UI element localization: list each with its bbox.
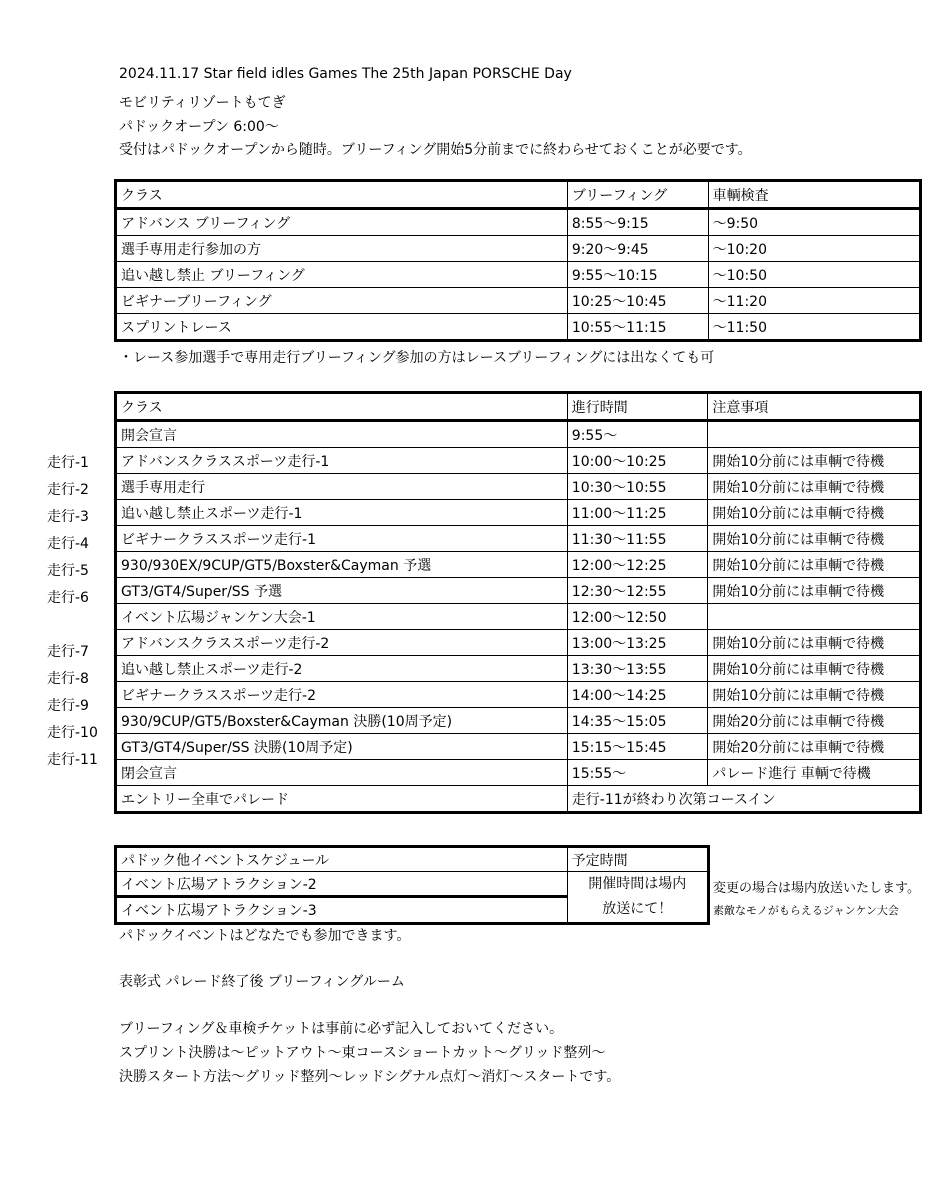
ticket-note: ブリーフィング＆車検チケットは事前に必ず記入しておいてください。 [119, 1021, 564, 1037]
table-row [116, 604, 921, 630]
time-cell: 14:00～14:25 [567, 682, 708, 708]
table-header-cell: ブリーフィング [567, 181, 708, 209]
time-cell: 10:30～10:55 [567, 474, 708, 500]
class-cell: エントリー全車でパレード [116, 786, 568, 813]
class-cell: 追い越し禁止 ブリーフィング [116, 262, 568, 288]
time-cell: 14:35～15:05 [567, 708, 708, 734]
run-label: 走行-9 [47, 698, 89, 714]
table-header-cell: 車輌検査 [708, 181, 920, 209]
time-cell: 13:30～13:55 [567, 656, 708, 682]
class-cell: スプリントレース [116, 314, 568, 341]
note-cell: 開始10分前には車輌で待機 [708, 526, 921, 552]
table-row [116, 474, 921, 500]
table-row [116, 734, 921, 760]
table-row [116, 708, 921, 734]
header-reception-note: 受付はパドックオープンから随時。ブリーフィング開始5分前までに終わらせておくことが必要です。 [119, 142, 752, 158]
class-cell: GT3/GT4/Super/SS 予選 [116, 578, 568, 604]
note-cell: 開始20分前には車輌で待機 [708, 734, 921, 760]
class-cell: 選手専用走行 [116, 474, 568, 500]
run-label: 走行-10 [47, 725, 98, 741]
table-header-cell: クラス [116, 393, 568, 421]
run-label: 走行-5 [47, 563, 89, 579]
time-cell: 15:15～15:45 [567, 734, 708, 760]
table-header-cell: 注意事項 [708, 393, 921, 421]
run-label: 走行-2 [47, 482, 89, 498]
award-ceremony: 表彰式 パレード終了後 ブリーフィングルーム [119, 974, 405, 990]
table-header-cell: 予定時間 [567, 847, 708, 872]
merged-time-cell [567, 872, 708, 924]
note-cell [708, 604, 921, 630]
time-cell: 15:55～ [567, 760, 708, 786]
table-row [116, 682, 921, 708]
table-row [116, 421, 921, 448]
table-row [116, 314, 921, 341]
note-cell: 開始10分前には車輌で待機 [708, 656, 921, 682]
class-cell: アドバンス ブリーフィング [116, 209, 568, 236]
header-venue: モビリティリゾートもてぎ [119, 95, 286, 111]
table-row [116, 209, 921, 236]
run-label: 走行-11 [47, 752, 98, 768]
table-row [116, 760, 921, 786]
time-cell: 13:00～13:25 [567, 630, 708, 656]
class-cell: GT3/GT4/Super/SS 決勝(10周予定) [116, 734, 568, 760]
table-row [116, 578, 921, 604]
class-cell: アドバンスクラススポーツ走行-2 [116, 630, 568, 656]
table-row [116, 552, 921, 578]
class-cell: 閉会宣言 [116, 760, 568, 786]
run-label: 走行-3 [47, 509, 89, 525]
event-change-note: 変更の場合は場内放送いたします。 [713, 881, 920, 896]
table-row [116, 786, 921, 813]
class-cell: 追い越し禁止スポーツ走行-1 [116, 500, 568, 526]
sprint-final-note: スプリント決勝は～ピットアウト～東コースショートカット～グリッド整列～ [119, 1045, 606, 1061]
event-cell: イベント広場アトラクション-2 [116, 872, 568, 897]
time-cell: 12:00～12:25 [567, 552, 708, 578]
table-row [116, 288, 921, 314]
time-cell: 11:00～11:25 [567, 500, 708, 526]
table-row [116, 262, 921, 288]
table-header-cell: パドック他イベントスケジュール [116, 847, 568, 872]
table-header-row [116, 181, 921, 209]
briefing-note: ・レース参加選手で専用走行ブリーフィング参加の方はレースブリーフィングには出なくても可 [119, 350, 715, 366]
table-header-row [116, 847, 709, 872]
header-paddock-open: パドックオープン 6:00～ [119, 119, 279, 135]
table-row [116, 236, 921, 262]
inspection-cell: ～11:50 [708, 314, 920, 341]
table-row [116, 872, 709, 897]
table-row [116, 656, 921, 682]
class-cell: 930/9CUP/GT5/Boxster&Cayman 決勝(10周予定) [116, 708, 568, 734]
run-label: 走行-8 [47, 671, 89, 687]
time-cell: 10:25～10:45 [567, 288, 708, 314]
table-row [116, 526, 921, 552]
note-cell [708, 421, 921, 448]
time-cell: 11:30～11:55 [567, 526, 708, 552]
table-row [116, 630, 921, 656]
time-cell: 12:30～12:55 [567, 578, 708, 604]
class-cell: イベント広場ジャンケン大会-1 [116, 604, 568, 630]
run-label: 走行-1 [47, 455, 89, 471]
table-header-row [116, 393, 921, 421]
note-cell: 開始20分前には車輌で待機 [708, 708, 921, 734]
time-cell: 10:55～11:15 [567, 314, 708, 341]
class-cell: ビギナークラススポーツ走行-2 [116, 682, 568, 708]
run-label: 走行-7 [47, 644, 89, 660]
table-row [116, 500, 921, 526]
note-cell: 開始10分前には車輌で待機 [708, 552, 921, 578]
note-cell: 開始10分前には車輌で待機 [708, 682, 921, 708]
table-header-cell: 進行時間 [567, 393, 708, 421]
time-cell: 9:55～10:15 [567, 262, 708, 288]
note-cell: 開始10分前には車輌で待機 [708, 448, 921, 474]
inspection-cell: ～11:20 [708, 288, 920, 314]
note-cell: 開始10分前には車輌で待機 [708, 630, 921, 656]
note-cell: 開始10分前には車輌で待機 [708, 474, 921, 500]
inspection-cell: ～10:20 [708, 236, 920, 262]
class-cell: 追い越し禁止スポーツ走行-2 [116, 656, 568, 682]
parade-note-cell: 走行-11が終わり次第コースイン [567, 786, 920, 813]
class-cell: 開会宣言 [116, 421, 568, 448]
class-cell: 選手専用走行参加の方 [116, 236, 568, 262]
merged-time-line: 放送にて！ [602, 901, 673, 917]
merged-time-line: 開催時間は場内 [588, 876, 687, 892]
time-cell: 9:55～ [567, 421, 708, 448]
time-cell: 8:55～9:15 [567, 209, 708, 236]
time-cell: 10:00～10:25 [567, 448, 708, 474]
note-cell: 開始10分前には車輌で待機 [708, 578, 921, 604]
class-cell: ビギナークラススポーツ走行-1 [116, 526, 568, 552]
note-cell: 開始10分前には車輌で待機 [708, 500, 921, 526]
run-label: 走行-6 [47, 590, 89, 606]
class-cell: ビギナーブリーフィング [116, 288, 568, 314]
start-method-note: 決勝スタート方法～グリッド整列～レッドシグナル点灯～消灯～スタートです。 [119, 1069, 621, 1085]
event-prize-note: 素敵なモノがもらえるジャンケン大会 [713, 904, 899, 917]
note-cell: パレード進行 車輌で待機 [708, 760, 921, 786]
time-cell: 9:20～9:45 [567, 236, 708, 262]
inspection-cell: ～10:50 [708, 262, 920, 288]
table-header-cell: クラス [116, 181, 568, 209]
class-cell: 930/930EX/9CUP/GT5/Boxster&Cayman 予選 [116, 552, 568, 578]
table-row [116, 448, 921, 474]
run-label: 走行-4 [47, 536, 89, 552]
header-date-title: 2024.11.17 Star field idles Games The 25th Japan PORSCHE Day [119, 66, 572, 82]
paddock-event-note: パドックイベントはどなたでも参加できます。 [119, 928, 411, 944]
schedule-table [114, 391, 922, 814]
event-cell: イベント広場アトラクション-3 [116, 897, 568, 924]
time-cell: 12:00～12:50 [567, 604, 708, 630]
inspection-cell: ～9:50 [708, 209, 920, 236]
events-table [114, 845, 710, 925]
briefing-table [114, 179, 922, 342]
class-cell: アドバンスクラススポーツ走行-1 [116, 448, 568, 474]
